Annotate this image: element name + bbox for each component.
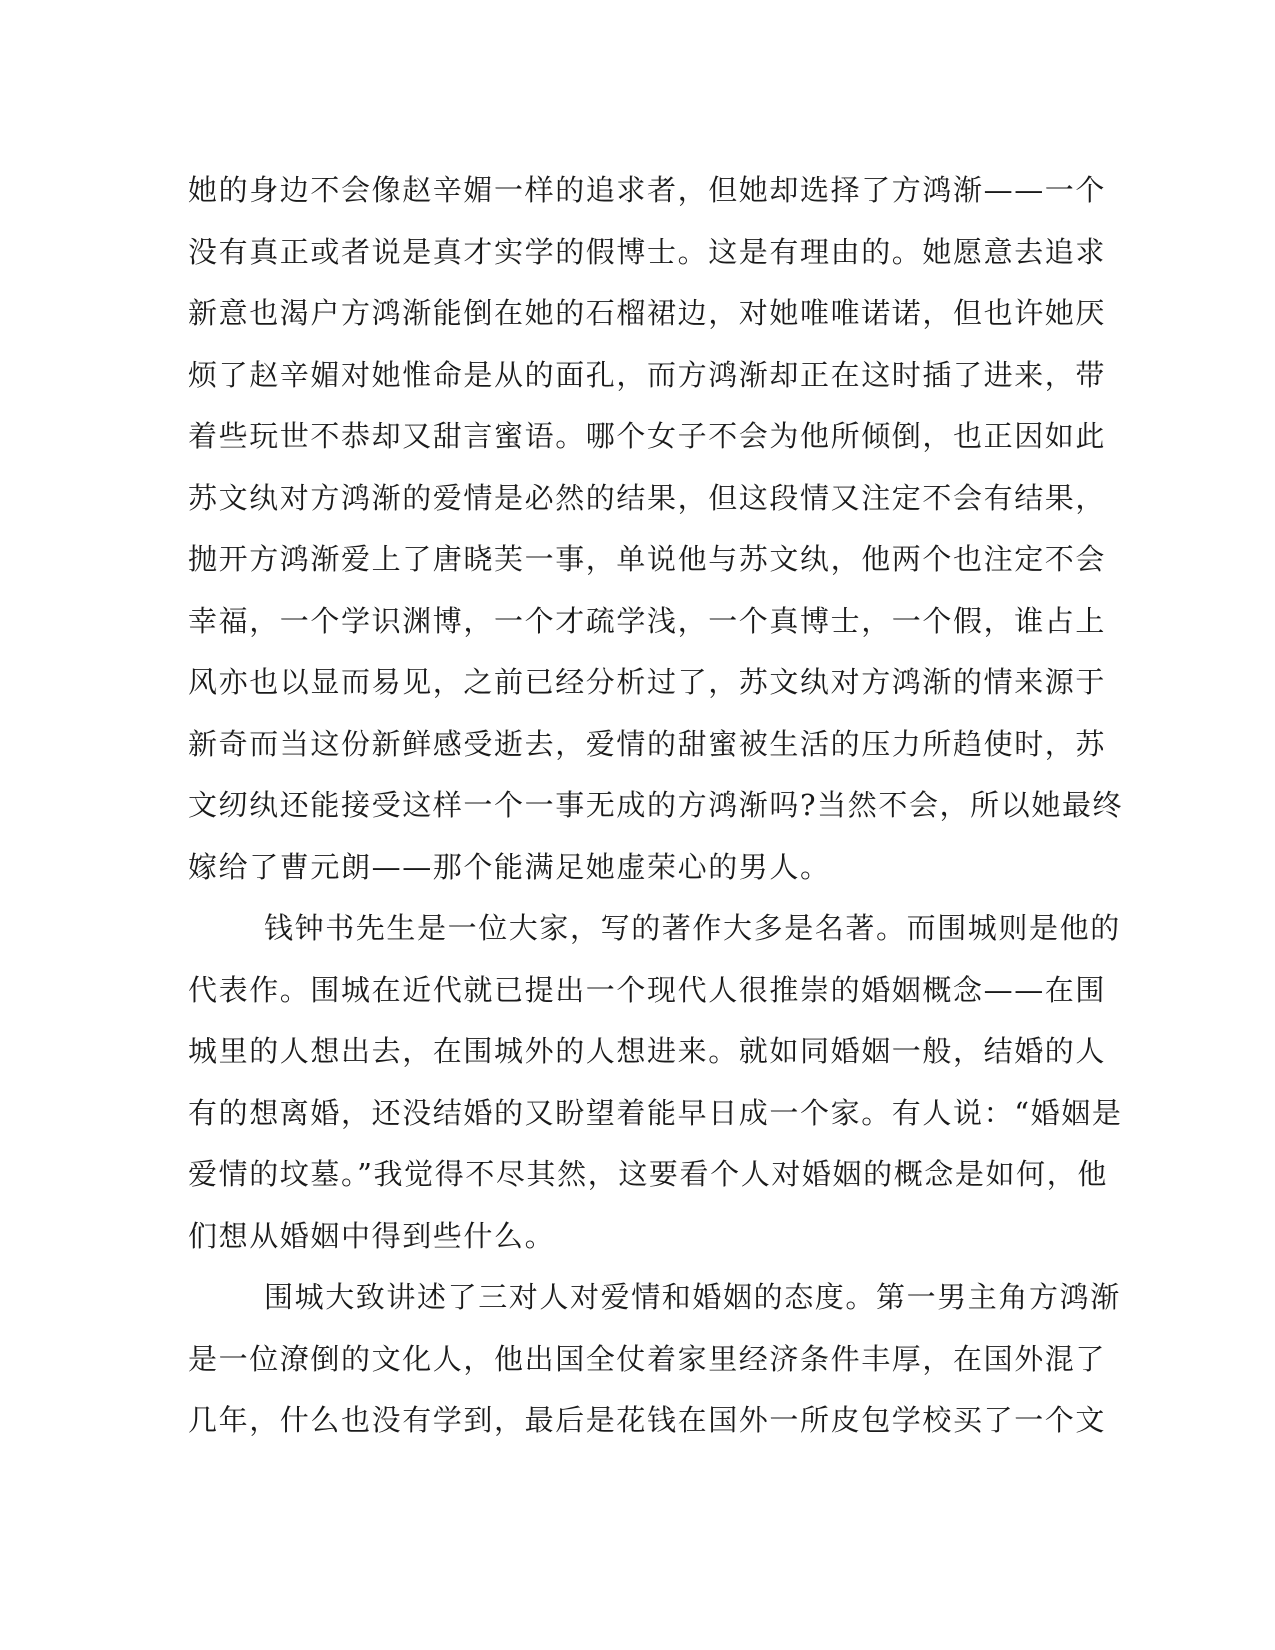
text-line: 新意也渴户方鸿渐能倒在她的石榴裙边，对她唯唯诺诺，但也许她厌	[188, 296, 1107, 330]
text-line: 烦了赵辛媚对她惟命是从的面孔，而方鸿渐却正在这时插了进来，带	[188, 357, 1107, 392]
document-body	[188, 160, 1124, 1452]
text-line: 们想从婚姻中得到些什么。	[188, 1218, 556, 1253]
text-line-indented: 钱钟书先生是一位大家，写的著作大多是名著。而围城则是他的	[264, 911, 1121, 945]
text-line: 幸福，一个学识渊博，一个才疏学浅，一个真博士，一个假，谁占上	[188, 603, 1107, 638]
paragraph-3	[188, 1267, 1121, 1452]
text-line: 代表作。围城在近代就已提出一个现代人很推崇的婚姻概念——在围	[188, 972, 1107, 1007]
text-line: 爱情的坟墓。”我觉得不尽其然，这要看个人对婚姻的概念是如何，他	[188, 1157, 1108, 1191]
text-line: 文纫纨还能接受这样一个一事无成的方鸿渐吗?当然不会，所以她最终	[188, 788, 1124, 822]
text-line: 新奇而当这份新鲜感受逝去，爱情的甜蜜被生活的压力所趋使时，苏	[188, 726, 1107, 761]
paragraph-2	[188, 898, 1123, 1267]
text-line: 抛开方鸿渐爱上了唐晓芙一事，单说他与苏文纨，他两个也注定不会	[188, 542, 1107, 576]
text-line: 几年，什么也没有学到，最后是花钱在国外一所皮包学校买了一个文	[188, 1403, 1107, 1437]
text-line: 城里的人想出去，在围城外的人想进来。就如同婚姻一般，结婚的人	[188, 1034, 1107, 1068]
text-line: 着些玩世不恭却又甜言蜜语。哪个女子不会为他所倾倒，也正因如此	[188, 419, 1107, 453]
text-line: 是一位潦倒的文化人，他出国全仗着家里经济条件丰厚，在国外混了	[188, 1341, 1107, 1376]
text-line: 她的身边不会像赵辛媚一样的追求者，但她却选择了方鸿渐——一个	[188, 173, 1107, 207]
text-line: 嫁给了曹元朗——那个能满足她虚荣心的男人。	[188, 849, 831, 884]
text-line-indented: 围城大致讲述了三对人对爱情和婚姻的态度。第一男主角方鸿渐	[264, 1280, 1121, 1314]
paragraph-1	[188, 160, 1124, 898]
text-line: 苏文纨对方鸿渐的爱情是必然的结果，但这段情又注定不会有结果，	[188, 480, 1107, 515]
text-line: 没有真正或者说是真才实学的假博士。这是有理由的。她愿意去追求	[188, 234, 1107, 269]
text-line: 有的想离婚，还没结婚的又盼望着能早日成一个家。有人说：“婚姻是	[188, 1095, 1123, 1130]
text-line: 风亦也以显而易见，之前已经分析过了，苏文纨对方鸿渐的情来源于	[188, 665, 1107, 699]
